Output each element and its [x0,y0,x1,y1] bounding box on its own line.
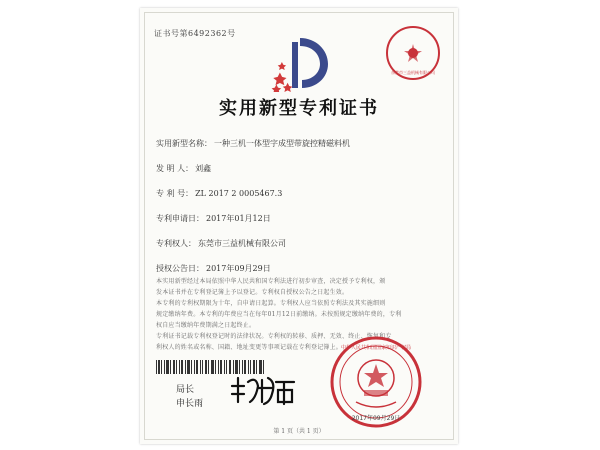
body-line: 权自应当缴纳年费期满之日起终止。 [156,322,256,329]
page-footer: 第 1 页（共 1 页） [273,428,325,435]
field-label: 实用新型名称： [156,139,212,148]
field-value: 2017年01月12日 [206,214,271,223]
official-seal [328,334,424,430]
field-label: 发 明 人： [156,164,194,173]
certificate-number: 证书号第6492362号 [154,29,236,38]
field-patentee [156,238,286,249]
official-seal-text: 中华人民共和国国家知识产权局 [340,345,412,351]
handwritten-signature [228,372,298,408]
field-label: 专利申请日： [156,214,204,223]
field-inventor [156,163,211,174]
patent-office-logo [270,34,332,92]
field-application-date [156,213,271,224]
patent-certificate [140,8,458,444]
certificate-title: 实用新型专利证书 [219,98,379,119]
body-line: 利权人的姓名或名称、国籍、地址变更等事项记载在专利登记簿上。 [156,344,343,351]
body-line: 本专利的专利权期限为十年，自申请日起算。专利权人应当依照专利法及其实施细则 [156,300,386,307]
body-line: 规定缴纳年费。本专利的年费应当在每年01月12日前缴纳。未按照规定缴纳年费的，专利 [156,311,402,318]
seal-date: 2017年09月29日 [351,415,401,422]
field-value: ZL 2017 2 0005467.3 [195,189,283,198]
field-value: 2017年09月29日 [206,264,271,273]
signatory-name: 申长雨 [176,399,204,409]
signatory-title: 局长 [176,385,195,395]
field-value: 一种三机一体型字成型带旋控精磁料机 [214,139,350,148]
body-line: 专利证书记载专利权登记时的法律状况。专利权的转移、质押、无效、终止、恢复和专 [156,333,392,340]
field-label: 专 利 号： [156,189,194,198]
field-utility-model-name [156,138,350,149]
field-label: 专利权人： [156,239,196,248]
body-line: 本实用新型经过本局依照中华人民共和国专利法进行初步审查，决定授予专利权，颁 [156,278,386,285]
company-stamp [384,24,442,82]
field-grant-date [156,263,271,274]
company-stamp-text: 东莞市三益机械有限公司 [391,70,435,75]
body-line: 发本证书并在专利登记簿上予以登记。专利权自授权公告之日起生效。 [156,289,349,296]
field-patent-number [156,188,282,199]
field-value: 东莞市三益机械有限公司 [198,239,286,248]
field-value: 刘鑫 [195,164,212,173]
field-label: 授权公告日： [156,264,204,273]
